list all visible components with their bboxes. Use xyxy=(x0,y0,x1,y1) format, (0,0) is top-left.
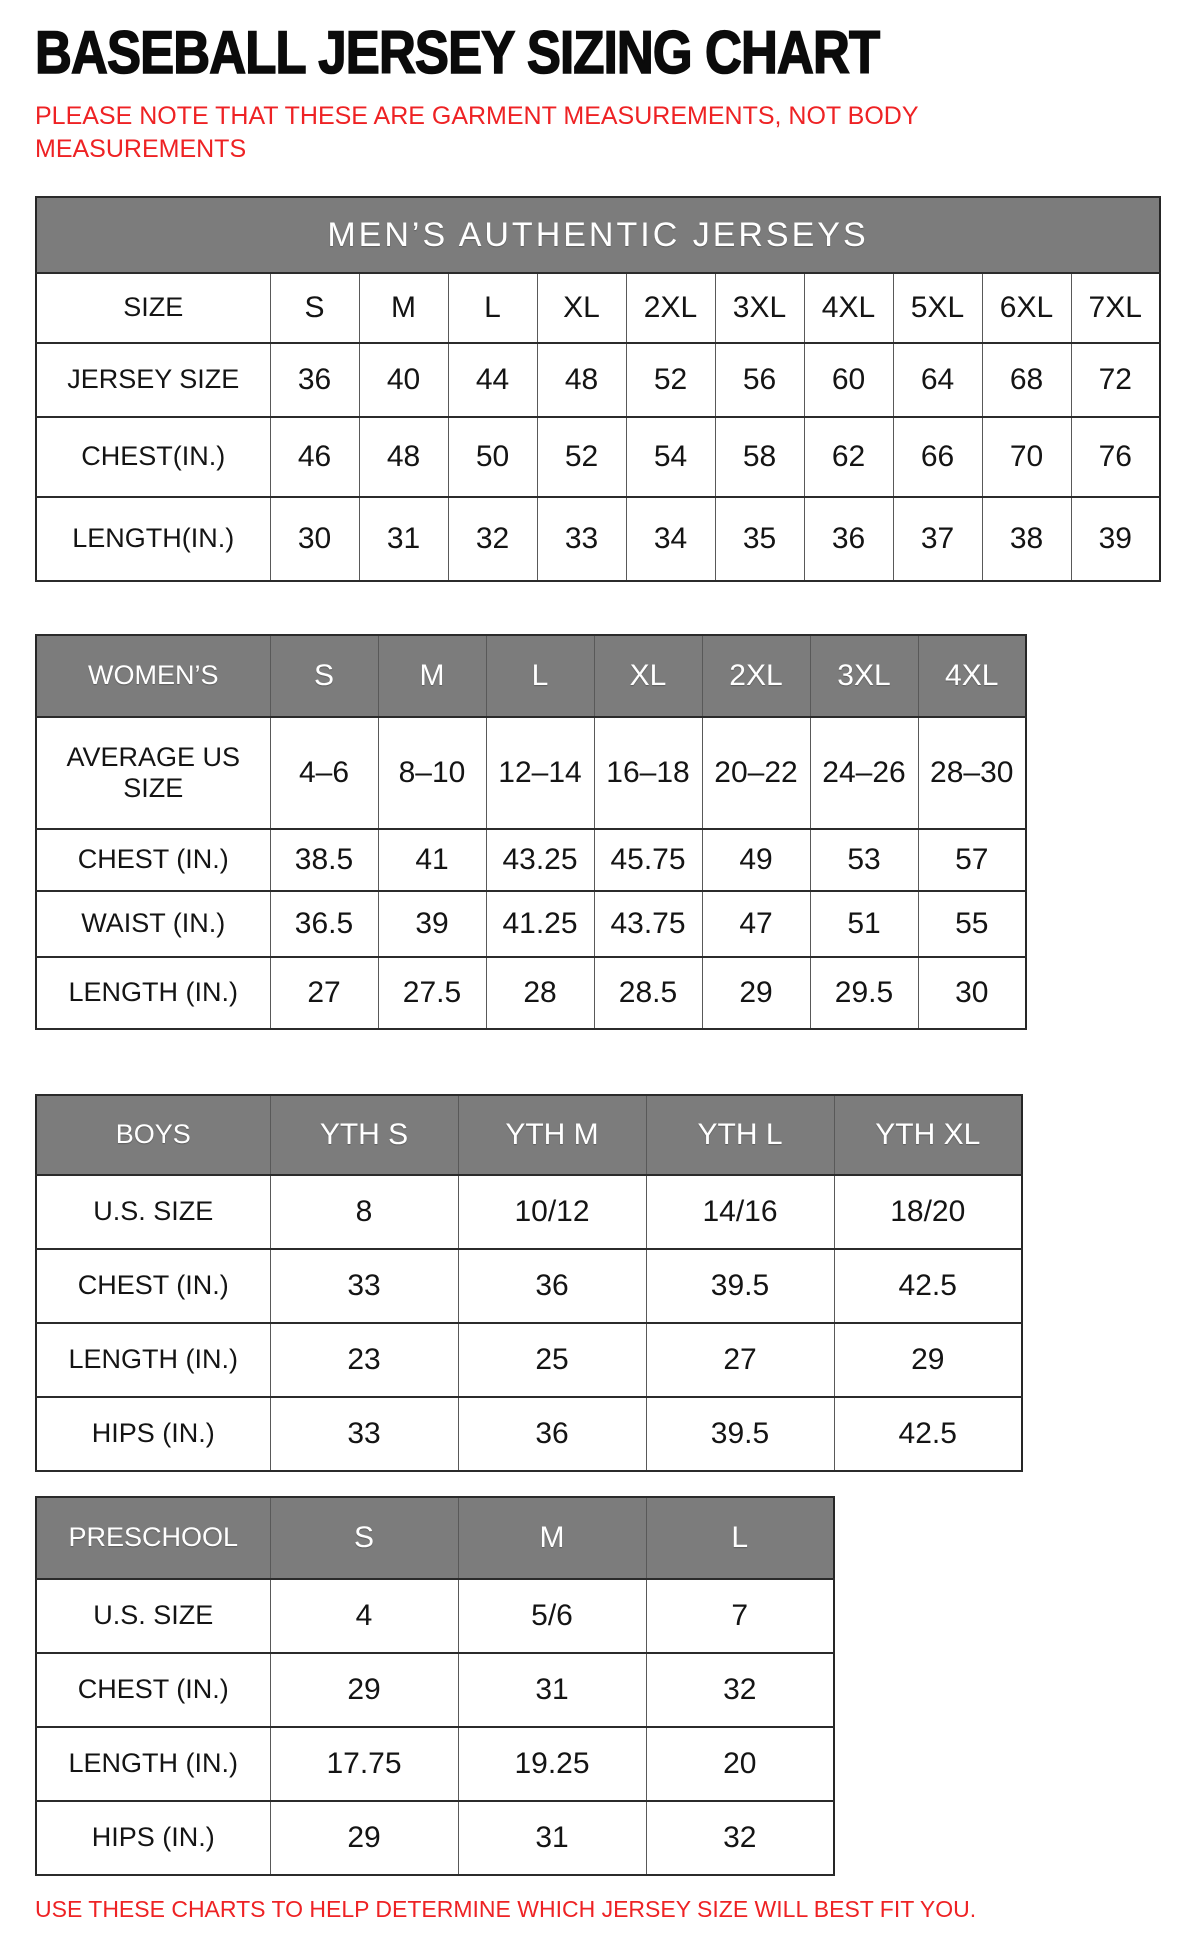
table-cell: 45.75 xyxy=(594,829,702,891)
mens-length-row xyxy=(36,497,1160,581)
table-cell: 39.5 xyxy=(646,1397,834,1471)
table-cell: 41 xyxy=(378,829,486,891)
row-label: U.S. SIZE xyxy=(36,1579,270,1653)
mens-chest-row xyxy=(36,417,1160,497)
table-cell: 36 xyxy=(458,1249,646,1323)
table-cell: 38.5 xyxy=(270,829,378,891)
table-cell: YTH XL xyxy=(834,1095,1022,1175)
table-cell: 8 xyxy=(270,1175,458,1249)
table-cell: YTH M xyxy=(458,1095,646,1175)
table-cell: 18/20 xyxy=(834,1175,1022,1249)
table-cell: 7 xyxy=(646,1579,834,1653)
table-cell: S xyxy=(270,635,378,717)
table-cell: 23 xyxy=(270,1323,458,1397)
row-label: CHEST (IN.) xyxy=(36,1249,270,1323)
table-cell: 24–26 xyxy=(810,717,918,829)
table-cell: 33 xyxy=(270,1397,458,1471)
table-cell: 30 xyxy=(918,957,1026,1029)
table-cell: 43.75 xyxy=(594,891,702,957)
table-cell: 10/12 xyxy=(458,1175,646,1249)
row-label: HIPS (IN.) xyxy=(36,1801,270,1875)
table-cell: 19.25 xyxy=(458,1727,646,1801)
table-cell: 48 xyxy=(537,343,626,417)
boys-header-label: BOYS xyxy=(36,1095,270,1175)
row-label: CHEST (IN.) xyxy=(36,1653,270,1727)
table-cell: 3XL xyxy=(810,635,918,717)
preschool-us-size-row xyxy=(36,1579,834,1653)
preschool-header-row xyxy=(36,1497,834,1579)
table-cell: 64 xyxy=(893,343,982,417)
fit-advice-note: USE THESE CHARTS TO HELP DETERMINE WHICH JERSEY SIZE WILL BEST FIT YOU. xyxy=(35,1896,977,1922)
table-cell: 54 xyxy=(626,417,715,497)
table-cell: 52 xyxy=(626,343,715,417)
row-label: LENGTH (IN.) xyxy=(36,1323,270,1397)
table-cell: 28.5 xyxy=(594,957,702,1029)
table-cell: 68 xyxy=(982,343,1071,417)
table-cell: 27.5 xyxy=(378,957,486,1029)
womens-waist-row xyxy=(36,891,1026,957)
preschool-chest-row xyxy=(36,1653,834,1727)
table-cell: 5/6 xyxy=(458,1579,646,1653)
table-cell: 47 xyxy=(702,891,810,957)
table-cell: 66 xyxy=(893,417,982,497)
womens-length-row xyxy=(36,957,1026,1029)
preschool-length-row xyxy=(36,1727,834,1801)
mens-jersey-size-row xyxy=(36,343,1160,417)
table-cell: 3XL xyxy=(715,273,804,343)
table-cell: 29 xyxy=(270,1801,458,1875)
table-cell: 39 xyxy=(378,891,486,957)
table-cell: 76 xyxy=(1071,417,1160,497)
row-label: JERSEY SIZE xyxy=(36,343,270,417)
table-cell: M xyxy=(378,635,486,717)
table-cell: 33 xyxy=(270,1249,458,1323)
table-cell: 44 xyxy=(448,343,537,417)
table-cell: 33 xyxy=(537,497,626,581)
mens-table-banner: MEN’S AUTHENTIC JERSEYS xyxy=(36,197,1160,273)
table-cell: 38 xyxy=(982,497,1071,581)
table-cell: 4 xyxy=(270,1579,458,1653)
preschool-jerseys-table xyxy=(35,1496,835,1876)
table-cell: 40 xyxy=(359,343,448,417)
table-cell: 70 xyxy=(982,417,1071,497)
row-label: U.S. SIZE xyxy=(36,1175,270,1249)
table-cell: 31 xyxy=(458,1801,646,1875)
table-cell: 58 xyxy=(715,417,804,497)
table-cell: L xyxy=(448,273,537,343)
table-cell: 29 xyxy=(834,1323,1022,1397)
table-cell: S xyxy=(270,1497,458,1579)
table-cell: 27 xyxy=(270,957,378,1029)
table-cell: M xyxy=(359,273,448,343)
table-cell: 36.5 xyxy=(270,891,378,957)
table-cell: 48 xyxy=(359,417,448,497)
table-cell: 52 xyxy=(537,417,626,497)
table-cell: 16–18 xyxy=(594,717,702,829)
table-cell: 27 xyxy=(646,1323,834,1397)
womens-header-row xyxy=(36,635,1026,717)
table-cell: 35 xyxy=(715,497,804,581)
row-label: LENGTH(IN.) xyxy=(36,497,270,581)
table-cell: 42.5 xyxy=(834,1249,1022,1323)
preschool-header-label: PRESCHOOL xyxy=(36,1497,270,1579)
table-cell: 50 xyxy=(448,417,537,497)
row-label: LENGTH (IN.) xyxy=(36,1727,270,1801)
row-label: WAIST (IN.) xyxy=(36,891,270,957)
table-cell: 37 xyxy=(893,497,982,581)
table-cell: 4XL xyxy=(804,273,893,343)
table-cell: 41.25 xyxy=(486,891,594,957)
table-cell: S xyxy=(270,273,359,343)
table-cell: 32 xyxy=(646,1801,834,1875)
row-label: HIPS (IN.) xyxy=(36,1397,270,1471)
table-cell: 6XL xyxy=(982,273,1071,343)
table-cell: 32 xyxy=(448,497,537,581)
boys-header-row xyxy=(36,1095,1022,1175)
table-cell: 14/16 xyxy=(646,1175,834,1249)
table-cell: 2XL xyxy=(626,273,715,343)
table-cell: 51 xyxy=(810,891,918,957)
table-cell: 39 xyxy=(1071,497,1160,581)
table-cell: 57 xyxy=(918,829,1026,891)
table-cell: XL xyxy=(594,635,702,717)
garment-measurement-note: PLEASE NOTE THAT THESE ARE GARMENT MEASUREMENTS, NOT BODY MEASUREMENTS xyxy=(35,102,919,163)
boys-us-size-row xyxy=(36,1175,1022,1249)
table-cell: 20 xyxy=(646,1727,834,1801)
table-cell: M xyxy=(458,1497,646,1579)
boys-length-row xyxy=(36,1323,1022,1397)
table-cell: 39.5 xyxy=(646,1249,834,1323)
table-cell: 4–6 xyxy=(270,717,378,829)
table-cell: 29 xyxy=(702,957,810,1029)
table-cell: 49 xyxy=(702,829,810,891)
table-cell: 2XL xyxy=(702,635,810,717)
table-cell: 29 xyxy=(270,1653,458,1727)
boys-chest-row xyxy=(36,1249,1022,1323)
womens-chest-row xyxy=(36,829,1026,891)
table-cell: 12–14 xyxy=(486,717,594,829)
table-cell: 72 xyxy=(1071,343,1160,417)
table-cell: YTH S xyxy=(270,1095,458,1175)
row-label: CHEST (IN.) xyxy=(36,829,270,891)
table-cell: 5XL xyxy=(893,273,982,343)
table-cell: 31 xyxy=(458,1653,646,1727)
table-cell: 8–10 xyxy=(378,717,486,829)
table-cell: 46 xyxy=(270,417,359,497)
table-cell: YTH L xyxy=(646,1095,834,1175)
mens-banner-row xyxy=(36,197,1160,273)
table-cell: 34 xyxy=(626,497,715,581)
table-cell: 28–30 xyxy=(918,717,1026,829)
mens-size-row xyxy=(36,273,1160,343)
table-cell: L xyxy=(486,635,594,717)
boys-hips-row xyxy=(36,1397,1022,1471)
table-cell: 4XL xyxy=(918,635,1026,717)
table-cell: L xyxy=(646,1497,834,1579)
womens-header-label: WOMEN’S xyxy=(36,635,270,717)
preschool-hips-row xyxy=(36,1801,834,1875)
table-cell: 17.75 xyxy=(270,1727,458,1801)
table-cell: 25 xyxy=(458,1323,646,1397)
table-cell: 31 xyxy=(359,497,448,581)
row-label: LENGTH (IN.) xyxy=(36,957,270,1029)
table-cell: 56 xyxy=(715,343,804,417)
table-cell: 28 xyxy=(486,957,594,1029)
table-cell: 7XL xyxy=(1071,273,1160,343)
table-cell: 32 xyxy=(646,1653,834,1727)
boys-jerseys-table xyxy=(35,1094,1023,1472)
table-cell: 42.5 xyxy=(834,1397,1022,1471)
table-cell: 20–22 xyxy=(702,717,810,829)
table-cell: 60 xyxy=(804,343,893,417)
row-label: AVERAGE US SIZE xyxy=(36,717,270,829)
table-cell: 29.5 xyxy=(810,957,918,1029)
page-title: BASEBALL JERSEY SIZING CHART xyxy=(35,19,880,86)
mens-authentic-jerseys-table xyxy=(35,196,1161,582)
row-label: SIZE xyxy=(36,273,270,343)
table-cell: 36 xyxy=(458,1397,646,1471)
table-cell: 43.25 xyxy=(486,829,594,891)
table-cell: 55 xyxy=(918,891,1026,957)
table-cell: 53 xyxy=(810,829,918,891)
table-cell: 36 xyxy=(270,343,359,417)
table-cell: 30 xyxy=(270,497,359,581)
row-label: CHEST(IN.) xyxy=(36,417,270,497)
womens-us-size-row xyxy=(36,717,1026,829)
table-cell: 62 xyxy=(804,417,893,497)
table-cell: XL xyxy=(537,273,626,343)
table-cell: 36 xyxy=(804,497,893,581)
womens-jerseys-table xyxy=(35,634,1027,1030)
